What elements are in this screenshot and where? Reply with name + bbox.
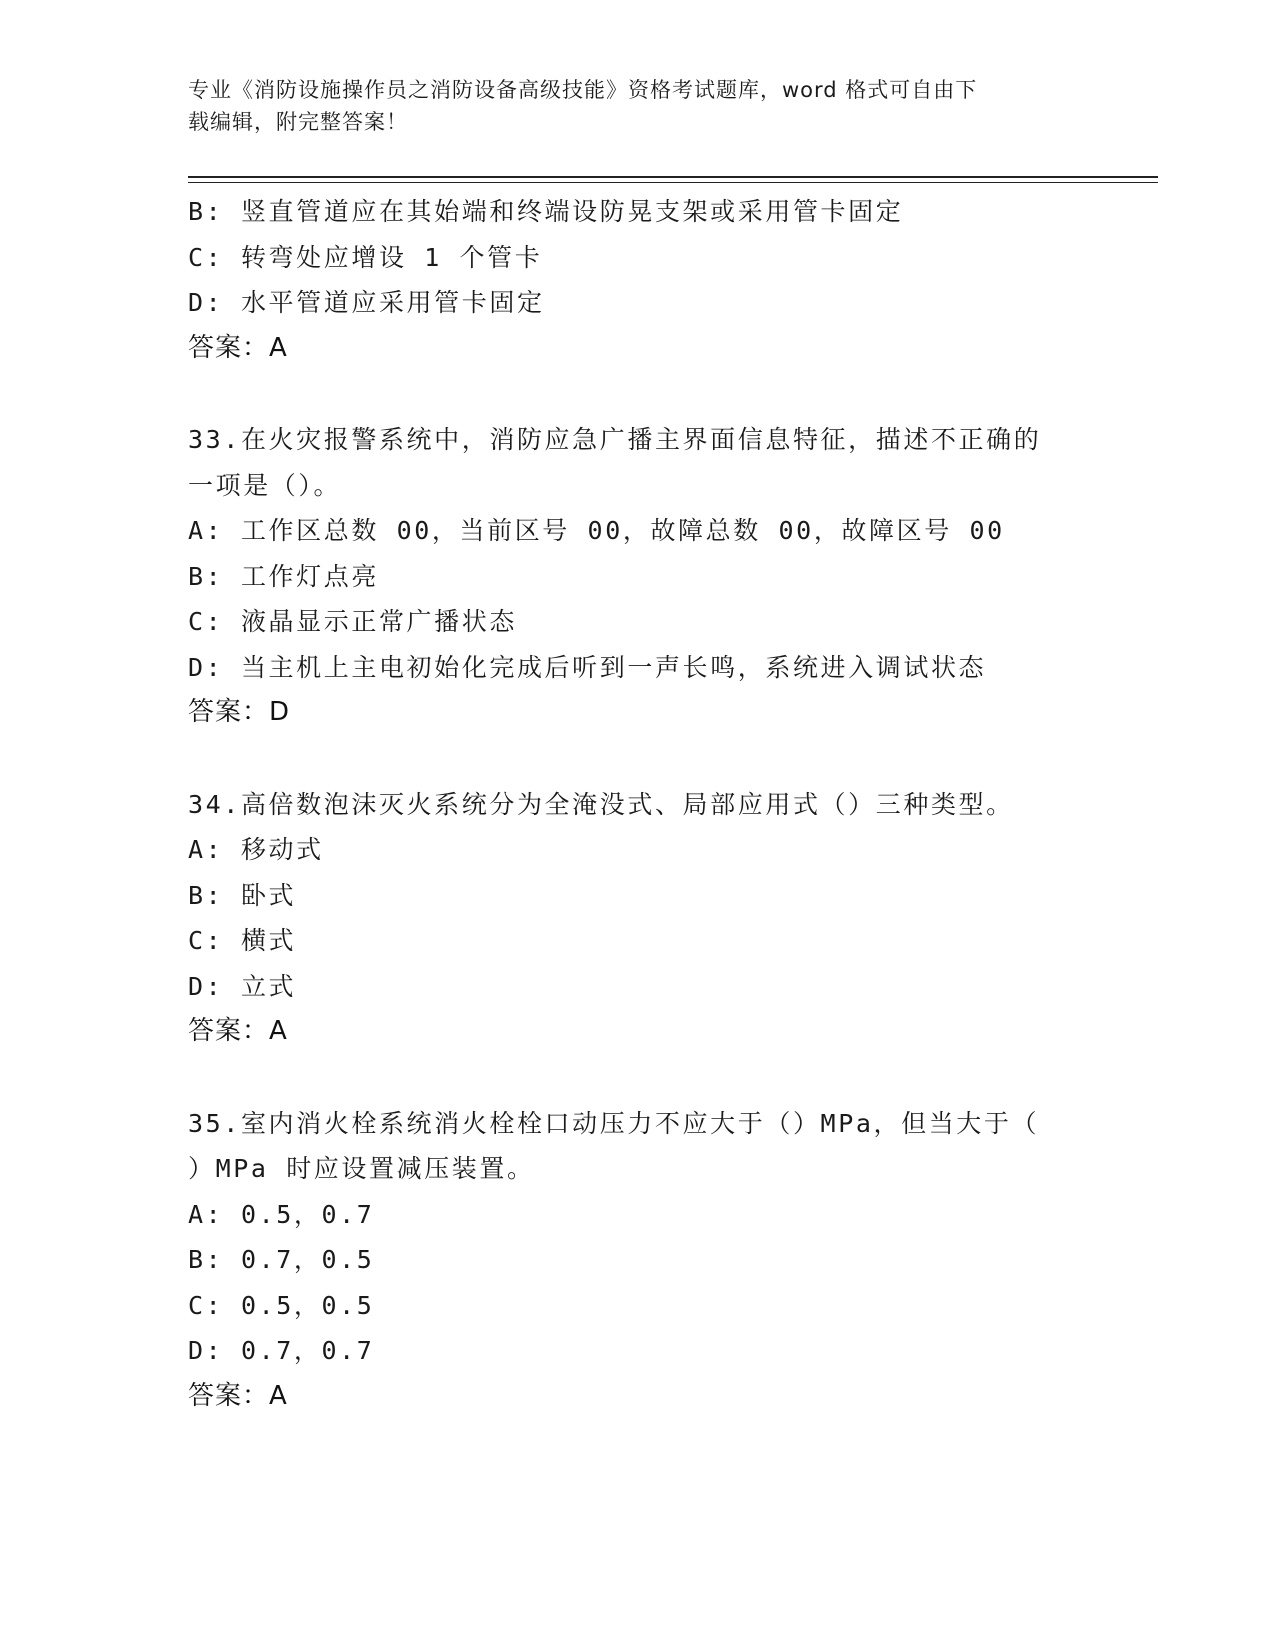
question-list xyxy=(188,189,1088,1419)
option-d: D: 立式 xyxy=(188,971,297,1001)
question-34 xyxy=(188,782,1088,1055)
answer-line: 答案：A xyxy=(188,1380,288,1411)
spacer xyxy=(188,371,1088,417)
header-rule-thin xyxy=(188,182,1158,183)
question-text-line-1: 33.在火灾报警系统中，消防应急广播主界面信息特征，描述不正确的 xyxy=(188,425,1042,454)
answer-line: 答案：A xyxy=(188,332,288,363)
header-rule-thick xyxy=(188,176,1158,178)
question-35 xyxy=(188,1101,1088,1420)
spacer xyxy=(188,1055,1088,1101)
header-line-1: 专业《消防设施操作员之消防设备高级技能》资格考试题库，word 格式可自由下 xyxy=(188,78,978,102)
question-text-line-1: 34.高倍数泡沫灭火系统分为全淹没式、局部应用式（）三种类型。 xyxy=(188,789,1014,819)
option-b: B: 竖直管道应在其始端和终端设防晃支架或采用管卡固定 xyxy=(188,197,904,226)
answer-line: 答案：A xyxy=(188,1016,288,1046)
option-a: A: 0.5，0.7 xyxy=(188,1199,375,1229)
header-line-2: 载编辑，附完整答案！ xyxy=(188,110,408,134)
option-b: B: 工作灯点亮 xyxy=(188,561,379,591)
question-text-line-2: ）MPa 时应设置减压装置。 xyxy=(188,1154,535,1183)
question-33 xyxy=(188,417,1088,736)
option-c: C: 0.5，0.5 xyxy=(188,1290,375,1320)
option-c: C: 液晶显示正常广播状态 xyxy=(188,607,517,636)
document-header xyxy=(188,74,1088,138)
option-d: D: 水平管道应采用管卡固定 xyxy=(188,288,545,317)
option-c: C: 转弯处应增设 1 个管卡 xyxy=(188,242,543,272)
question-text-line-1: 35.室内消火栓系统消火栓栓口动压力不应大于（）MPa，但当大于（ xyxy=(188,1108,1040,1138)
option-d: D: 当主机上主电初始化完成后听到一声长鸣，系统进入调试状态 xyxy=(188,652,987,682)
question-text-line-2: 一项是（）。 xyxy=(188,470,342,500)
option-c: C: 横式 xyxy=(188,926,297,955)
answer-line: 答案：D xyxy=(188,697,291,727)
question-32 xyxy=(188,189,1088,371)
option-d: D: 0.7，0.7 xyxy=(188,1336,375,1365)
option-a: A: 工作区总数 00，当前区号 00，故障总数 00，故障区号 00 xyxy=(188,516,1005,545)
option-a: A: 移动式 xyxy=(188,835,324,864)
option-b: B: 0.7，0.5 xyxy=(188,1245,375,1274)
option-b: B: 卧式 xyxy=(188,880,297,910)
spacer xyxy=(188,736,1088,782)
